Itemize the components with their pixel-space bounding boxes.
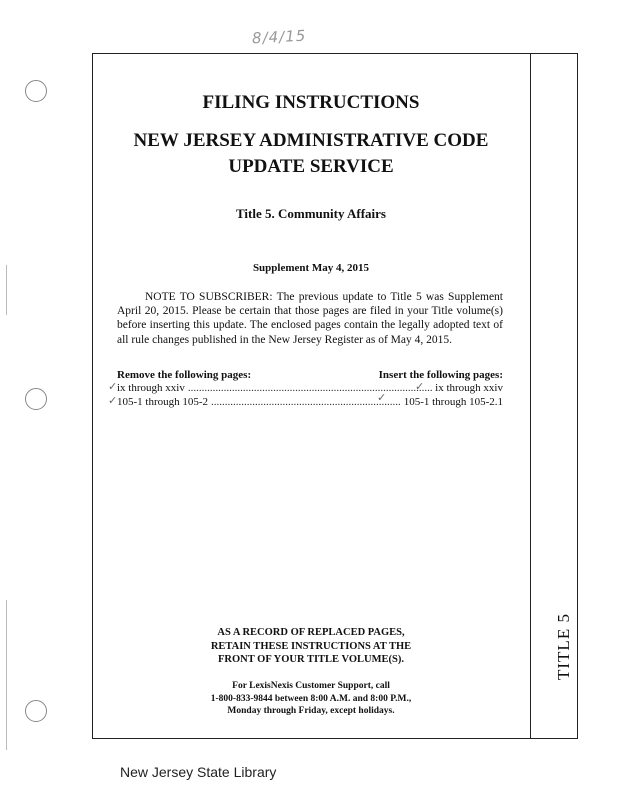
support-line-2: 1-800-833-9844 between 8:00 A.M. and 8:00 P.M., xyxy=(210,693,412,704)
checkmark-icon: ✓ xyxy=(377,392,387,404)
record-instructions xyxy=(92,626,530,667)
binder-hole-middle xyxy=(25,388,47,410)
document-title xyxy=(92,128,530,180)
leader-dots xyxy=(211,396,401,408)
tab-divider xyxy=(530,53,531,739)
customer-support-info xyxy=(92,680,530,718)
support-line-1: For LexisNexis Customer Support, call xyxy=(232,681,390,691)
checkmark-icon: ✓ xyxy=(415,381,425,393)
subscriber-note-text: NOTE TO SUBSCRIBER: The previous update to Title 5 was Supplement April 20, 2015. Please be certain that those pages are filed in your Title volume(s) before inserting this update. The enclosed pages contain the legally adopted text of all rule changes published in the New Jersey Register as of May 4, 2015. xyxy=(117,291,503,346)
insert-pages-cell: 105-1 through 105-2.1 xyxy=(403,396,503,408)
insert-pages-cell: ix through xxiv xyxy=(435,382,503,394)
handwritten-date-note: 8/4/15 xyxy=(251,26,307,48)
subscriber-note xyxy=(117,290,503,347)
title-subtitle: Title 5. Community Affairs xyxy=(236,206,386,221)
title-line-2: UPDATE SERVICE xyxy=(228,156,394,177)
binder-hole-top xyxy=(25,80,47,102)
left-margin-mark-lower xyxy=(6,600,7,750)
leader-dots xyxy=(188,382,432,394)
title-tab-label: TITLE 5 xyxy=(554,613,573,680)
remove-pages-cell: ix through xxiv xyxy=(117,382,185,394)
support-line-3: Monday through Friday, except holidays. xyxy=(227,706,395,716)
binder-hole-bottom xyxy=(25,700,47,722)
remove-pages-cell: 105-1 through 105-2 xyxy=(117,396,209,408)
checkmark-icon: ✓ xyxy=(108,381,118,393)
page-columns-header xyxy=(117,369,503,381)
table-row xyxy=(117,382,503,394)
title-line-1: NEW JERSEY ADMINISTRATIVE CODE xyxy=(133,130,489,151)
checkmark-icon: ✓ xyxy=(108,395,118,407)
record-line-3: FRONT OF YOUR TITLE VOLUME(S). xyxy=(218,654,404,665)
filing-instructions-heading: FILING INSTRUCTIONS xyxy=(202,92,420,113)
record-line-2: RETAIN THESE INSTRUCTIONS AT THE xyxy=(210,640,412,652)
left-margin-mark xyxy=(6,265,7,315)
table-row xyxy=(117,396,503,408)
remove-column-header: Remove the following pages: xyxy=(117,369,252,381)
record-line-1: AS A RECORD OF REPLACED PAGES, xyxy=(217,627,405,638)
insert-column-header: Insert the following pages: xyxy=(378,369,503,381)
supplement-date: Supplement May 4, 2015 xyxy=(252,262,370,274)
library-stamp: New Jersey State Library xyxy=(120,764,277,780)
